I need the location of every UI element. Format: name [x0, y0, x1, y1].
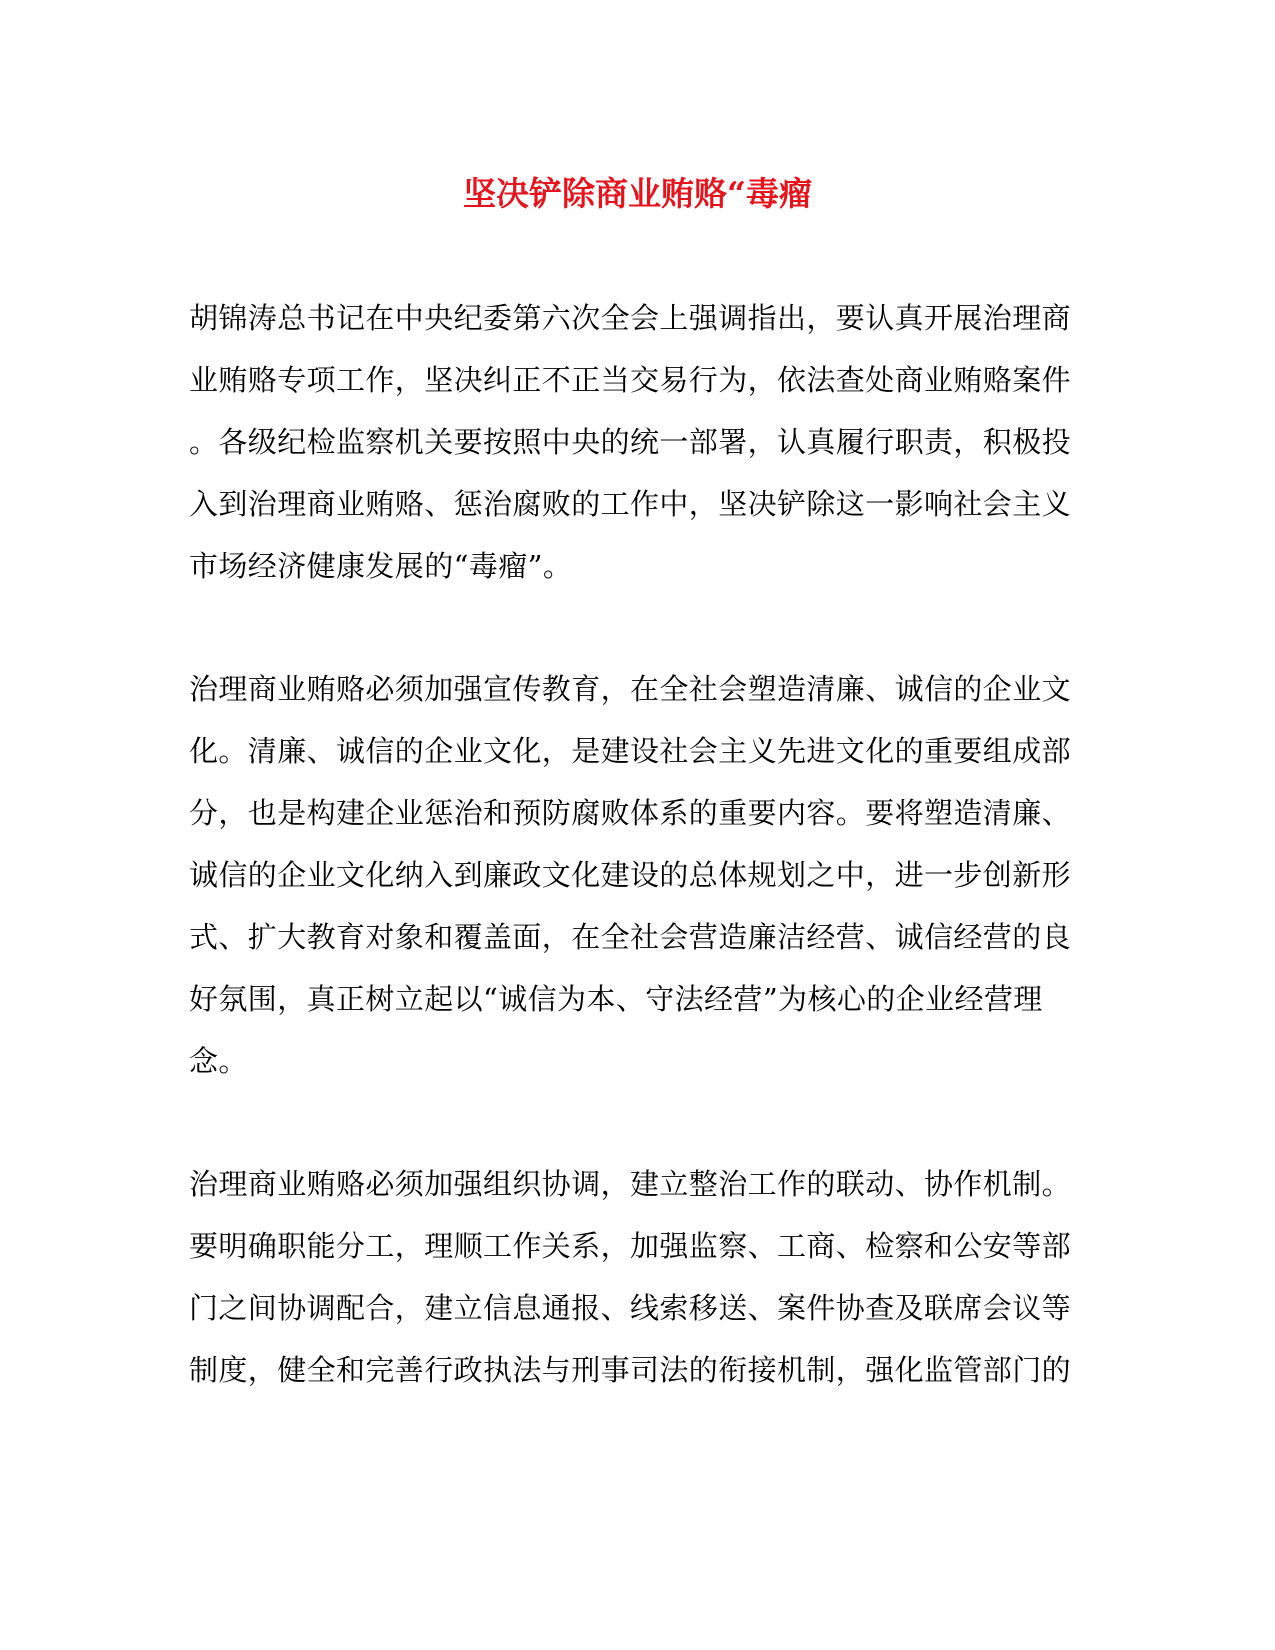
paragraph-line: 好氛围，真正树立起以“诚信为本、守法经营”为核心的企业经营理 — [189, 982, 1043, 1016]
paragraph-line: 市场经济健康发展的“毒瘤”。 — [189, 549, 573, 583]
paragraph-line: 。各级纪检监察机关要按照中央的统一部署，认真履行职责，积极投 — [189, 425, 1072, 459]
paragraph-line: 诚信的企业文化纳入到廉政文化建设的总体规划之中，进一步创新形 — [189, 858, 1072, 892]
paragraph-line: 入到治理商业贿赂、惩治腐败的工作中，坚决铲除这一影响社会主义 — [189, 487, 1072, 521]
paragraph-line: 治理商业贿赂必须加强组织协调，建立整治工作的联动、协作机制。 — [189, 1167, 1072, 1201]
paragraph-line: 念。 — [189, 1044, 248, 1078]
paragraph-line: 分，也是构建企业惩治和预防腐败体系的重要内容。要将塑造清廉、 — [189, 796, 1072, 830]
paragraph-line: 门之间协调配合，建立信息通报、线索移送、案件协查及联席会议等 — [189, 1291, 1072, 1325]
paragraph-3 — [189, 1153, 1072, 1401]
paragraph-line: 业贿赂专项工作，坚决纠正不正当交易行为，依法查处商业贿赂案件 — [189, 363, 1072, 397]
paragraph-2 — [189, 658, 1072, 1092]
paragraph-line: 要明确职能分工，理顺工作关系，加强监察、工商、检察和公安等部 — [189, 1229, 1072, 1263]
paragraph-line: 治理商业贿赂必须加强宣传教育，在全社会塑造清廉、诚信的企业文 — [189, 672, 1072, 706]
paragraph-1 — [189, 287, 1072, 597]
document-body — [189, 287, 1072, 1462]
paragraph-line: 胡锦涛总书记在中央纪委第六次全会上强调指出，要认真开展治理商 — [189, 301, 1072, 335]
document-title: 坚决铲除商业贿赂“毒瘤 — [463, 174, 812, 213]
paragraph-line: 化。清廉、诚信的企业文化，是建设社会主义先进文化的重要组成部 — [189, 734, 1072, 768]
paragraph-line: 制度，健全和完善行政执法与刑事司法的衔接机制，强化监管部门的 — [189, 1353, 1072, 1387]
paragraph-line: 式、扩大教育对象和覆盖面，在全社会营造廉洁经营、诚信经营的良 — [189, 920, 1072, 954]
